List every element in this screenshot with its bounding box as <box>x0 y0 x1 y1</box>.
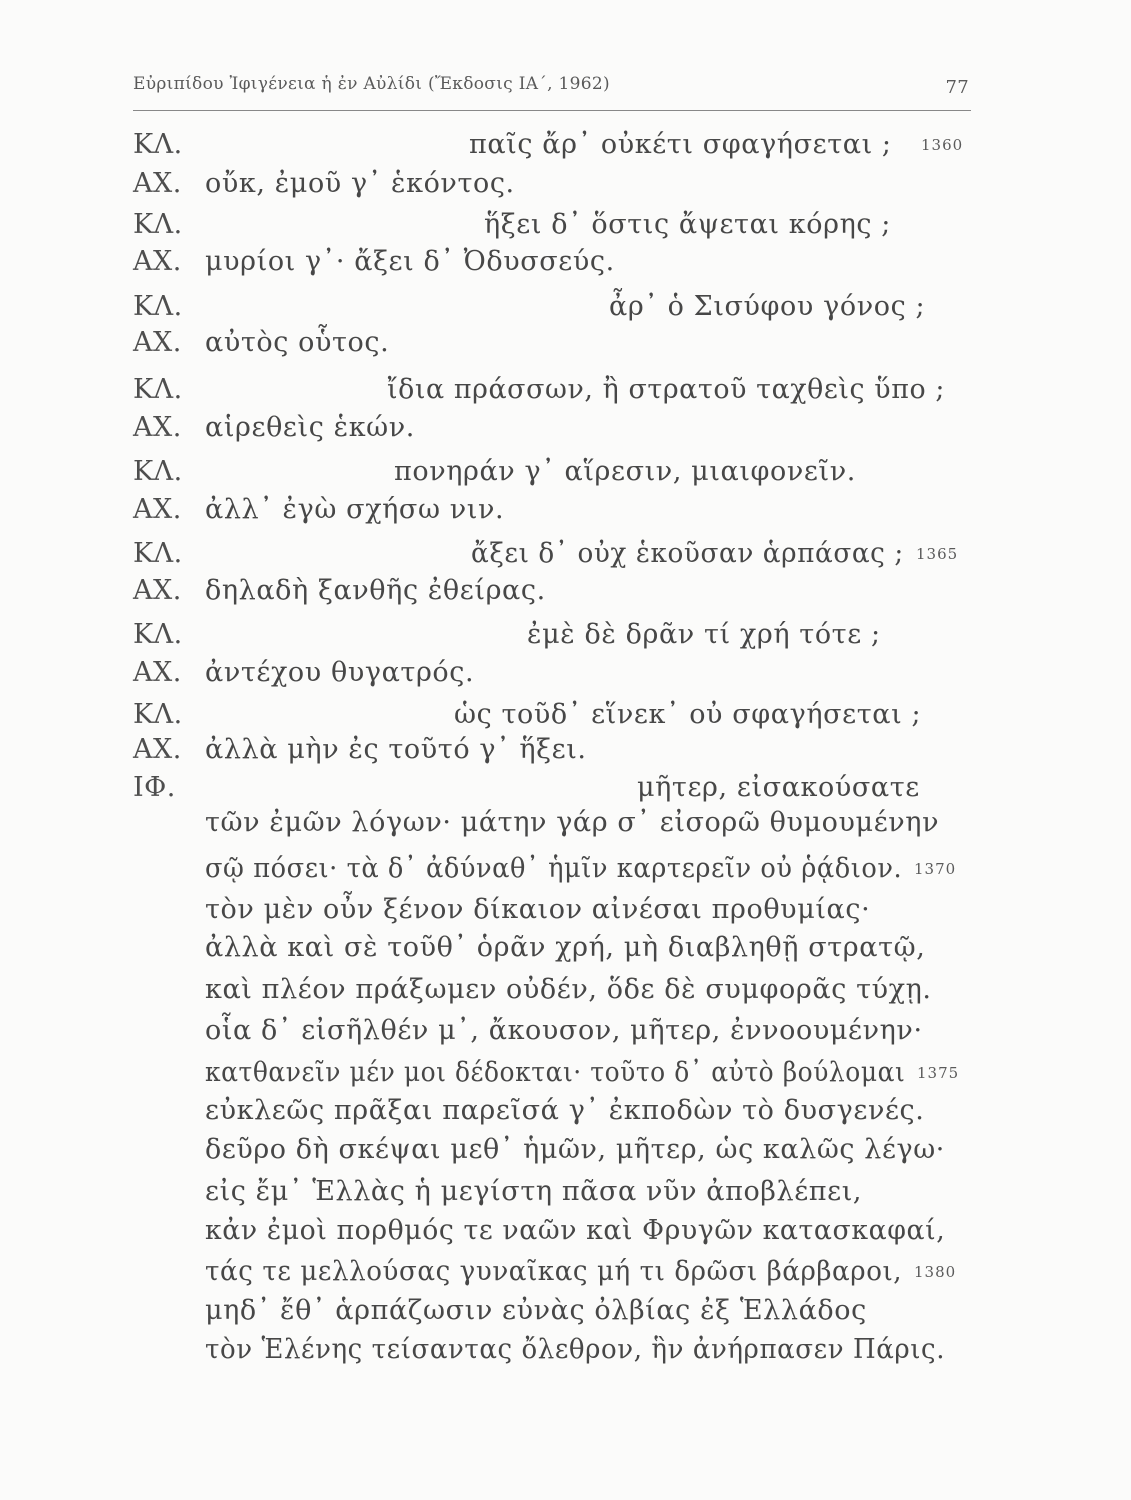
verse-line <box>0 772 1131 812</box>
speaker-label: ΚΛ. <box>133 699 183 730</box>
speaker-label: ΑΧ. <box>133 494 182 525</box>
verse-line <box>0 699 1131 739</box>
verse-line <box>0 853 1131 893</box>
verse-line <box>0 807 1131 847</box>
speaker-label: ΚΛ. <box>133 374 183 405</box>
verse-text-line: παῖς ἄρ᾽ οὐκέτι σφαγήσεται ; <box>469 129 892 160</box>
line-number: 1370 <box>914 860 957 878</box>
speaker-label: ΚΛ. <box>133 129 183 160</box>
verse-text-line: σῷ πόσει· τὰ δ᾽ ἀδύναθ᾽ ἡμῖν καρτερεῖν οὐ ῥᾴδιον. <box>205 853 903 884</box>
speaker-label: ΑΧ. <box>133 327 182 358</box>
speaker-label: ΑΧ. <box>133 246 182 277</box>
verse-line <box>0 168 1131 208</box>
header-rule <box>133 110 971 111</box>
verse-line <box>0 291 1131 331</box>
verse-text-line: ἀλλὰ καὶ σὲ τοῦθ᾽ ὁρᾶν χρή, μὴ διαβληθῇ στρατῷ, <box>205 932 926 963</box>
verse-text-line: τὸν μὲν οὖν ξένον δίκαιον αἰνέσαι προθυμίας· <box>205 894 871 925</box>
verse-text-line: τὸν Ἑλένης τείσαντας ὄλεθρον, ἣν ἀνήρπασεν Πάρις. <box>205 1334 946 1365</box>
verse-text-line: ὡς τοῦδ᾽ εἵνεκ᾽ οὐ σφαγήσεται ; <box>454 699 922 730</box>
verse-text-line: εὐκλεῶς πρᾶξαι παρεῖσά γ᾽ ἐκποδὼν τὸ δυσγενές. <box>205 1095 925 1126</box>
speaker-label: ΚΛ. <box>133 619 183 650</box>
verse-line <box>0 209 1131 249</box>
running-header <box>133 74 973 102</box>
speaker-label: ΑΧ. <box>133 734 182 765</box>
speaker-label: ΑΧ. <box>133 657 182 688</box>
verse-line <box>0 494 1131 534</box>
verse-line <box>0 657 1131 697</box>
verse-line <box>0 246 1131 286</box>
verse-line <box>0 1176 1131 1216</box>
verse-line <box>0 374 1131 414</box>
verse-line <box>0 894 1131 934</box>
verse-line <box>0 456 1131 496</box>
verse-text-line: εἰς ἔμ᾽ Ἑλλὰς ἡ μεγίστη πᾶσα νῦν ἀποβλέπει, <box>205 1176 863 1207</box>
verse-line <box>0 1334 1131 1374</box>
verse-text-line: οὔκ, ἐμοῦ γ᾽ ἑκόντος. <box>205 168 515 199</box>
verse-text-line: αὐτὸς οὗτος. <box>205 327 390 358</box>
verse-text-line: κατθανεῖν μέν μοι δέδοκται· τοῦτο δ᾽ αὐτὸ βούλομαι <box>205 1057 906 1088</box>
verse-text-line: κἀν ἐμοὶ πορθμός τε ναῶν καὶ Φρυγῶν κατασκαφαί, <box>205 1215 946 1246</box>
verse-line <box>0 1256 1131 1296</box>
verse-line <box>0 734 1131 774</box>
speaker-label: ΑΧ. <box>133 412 182 443</box>
verse-text-line: αἱρεθεὶς ἑκών. <box>205 412 415 443</box>
verse-text-line: μῆτερ, εἰσακούσατε <box>637 772 920 803</box>
verse-text-line: ἀντέχου θυγατρός. <box>205 657 475 688</box>
verse-text-line: ἥξει δ᾽ ὅστις ἄψεται κόρης ; <box>484 209 891 240</box>
line-number: 1375 <box>917 1064 960 1082</box>
verse-text-line: πονηράν γ᾽ αἵρεσιν, μιαιφονεῖν. <box>394 456 856 487</box>
verse-text-line: ἄξει δ᾽ οὐχ ἑκοῦσαν ἁρπάσας ; <box>471 538 904 569</box>
verse-line <box>0 1015 1131 1055</box>
line-number: 1360 <box>921 136 964 154</box>
verse-line <box>0 1134 1131 1174</box>
line-number: 1380 <box>914 1263 957 1281</box>
verse-line <box>0 538 1131 578</box>
header-title: Εὐριπίδου Ἰφιγένεια ἡ ἐν Αὐλίδι (Ἔκδοσις ΙΑ΄, 1962) <box>133 74 610 94</box>
verse-text-line: ἀλλὰ μὴν ἐς τοῦτό γ᾽ ἥξει. <box>205 734 587 765</box>
verse-text-line: ἐμὲ δὲ δρᾶν τί χρή τότε ; <box>527 619 881 650</box>
speaker-label: ΑΧ. <box>133 168 182 199</box>
verse-line <box>0 1057 1131 1097</box>
speaker-label: ΚΛ. <box>133 291 183 322</box>
verse-text-line: ἀλλ᾽ ἐγὼ σχήσω νιν. <box>205 494 505 525</box>
speaker-label: ΚΛ. <box>133 456 183 487</box>
verse-line <box>0 1295 1131 1335</box>
verse-line <box>0 932 1131 972</box>
page-number: 77 <box>945 77 969 98</box>
verse-text-line: τῶν ἐμῶν λόγων· μάτην γάρ σ᾽ εἰσορῶ θυμουμένην <box>205 807 940 838</box>
speaker-label: ΙΦ. <box>133 772 176 803</box>
speaker-label: ΚΛ. <box>133 209 183 240</box>
verse-text-line: μηδ᾽ ἔθ᾽ ἁρπάζωσιν εὐνὰς ὀλβίας ἐξ Ἑλλάδος <box>205 1295 867 1326</box>
verse-line <box>0 974 1131 1014</box>
verse-line <box>0 327 1131 367</box>
verse-line <box>0 129 1131 169</box>
verse-line <box>0 575 1131 615</box>
speaker-label: ΚΛ. <box>133 538 183 569</box>
verse-text-line: ἆρ᾽ ὁ Σισύφου γόνος ; <box>609 291 926 322</box>
line-number: 1365 <box>916 545 959 563</box>
verse-text-line: ἴδια πράσσων, ἢ στρατοῦ ταχθεὶς ὕπο ; <box>387 374 945 405</box>
speaker-label: ΑΧ. <box>133 575 182 606</box>
verse-text-line: οἷα δ᾽ εἰσῆλθέν μ᾽, ἄκουσον, μῆτερ, ἐννοουμένην· <box>205 1015 923 1046</box>
verse-line <box>0 412 1131 452</box>
verse-text-line: καὶ πλέον πράξωμεν οὐδέν, ὅδε δὲ συμφορᾶς τύχῃ. <box>205 974 932 1005</box>
verse-line <box>0 619 1131 659</box>
verse-line <box>0 1095 1131 1135</box>
verse-text-line: τάς τε μελλούσας γυναῖκας μή τι δρῶσι βάρβαροι, <box>205 1256 903 1287</box>
verse-text-line: μυρίοι γ᾽· ἄξει δ᾽ Ὀδυσσεύς. <box>205 246 615 277</box>
verse-text-line: δηλαδὴ ξανθῆς ἐθείρας. <box>205 575 546 606</box>
verse-text-line: δεῦρο δὴ σκέψαι μεθ᾽ ἡμῶν, μῆτερ, ὡς καλῶς λέγω· <box>205 1134 945 1165</box>
verse-line <box>0 1215 1131 1255</box>
